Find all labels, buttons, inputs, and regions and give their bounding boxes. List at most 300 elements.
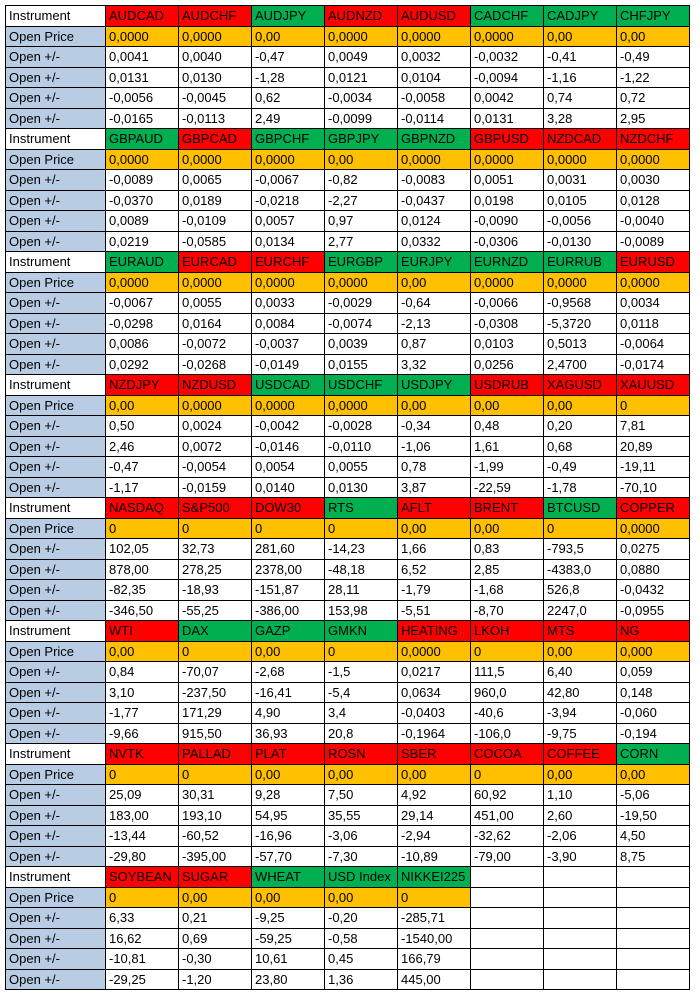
change-cell: -0,0218 — [252, 190, 325, 211]
change-cell: 0,48 — [471, 416, 544, 437]
change-cell: 193,10 — [179, 805, 252, 826]
instrument-table — [5, 5, 690, 990]
change-label: Open +/- — [6, 826, 106, 847]
change-row — [6, 354, 690, 375]
change-cell: -386,00 — [252, 600, 325, 621]
instrument-name-cell: AUDCHF — [179, 6, 252, 27]
change-cell: -70,07 — [179, 662, 252, 683]
change-cell: -0,0037 — [252, 334, 325, 355]
change-cell: 0,0084 — [252, 313, 325, 334]
change-cell: -14,23 — [325, 539, 398, 560]
change-cell: 1,36 — [325, 969, 398, 990]
instrument-name-cell: WTI — [106, 621, 179, 642]
instrument-name-cell: BTCUSD — [544, 498, 617, 519]
change-cell: 0,0217 — [398, 662, 471, 683]
instrument-name-cell: USDCAD — [252, 375, 325, 396]
change-label: Open +/- — [6, 969, 106, 990]
change-cell: 2,85 — [471, 559, 544, 580]
open-price-cell: 0,00 — [398, 518, 471, 539]
open-price-cell: 0,0000 — [617, 272, 690, 293]
change-row — [6, 211, 690, 232]
open-price-cell: 0,0000 — [106, 26, 179, 47]
open-price-cell: 0,00 — [106, 395, 179, 416]
change-cell: 0,0131 — [471, 108, 544, 129]
change-cell: -0,0054 — [179, 457, 252, 478]
change-cell: 0,0105 — [544, 190, 617, 211]
change-cell: 20,8 — [325, 723, 398, 744]
change-cell: 0,97 — [325, 211, 398, 232]
change-cell: 4,92 — [398, 785, 471, 806]
change-cell: -9,25 — [252, 908, 325, 929]
change-label: Open +/- — [6, 949, 106, 970]
change-cell: 2,77 — [325, 231, 398, 252]
change-cell: 526,8 — [544, 580, 617, 601]
instrument-name-cell: WHEAT — [252, 867, 325, 888]
empty-cell — [544, 908, 617, 929]
change-cell: -0,9568 — [544, 293, 617, 314]
change-cell: -0,0090 — [471, 211, 544, 232]
change-cell: -1,17 — [106, 477, 179, 498]
open-price-cell: 0,0000 — [252, 395, 325, 416]
change-cell: -0,0056 — [544, 211, 617, 232]
change-cell: 0,0034 — [617, 293, 690, 314]
change-cell: -0,0056 — [106, 88, 179, 109]
change-label: Open +/- — [6, 190, 106, 211]
change-cell: -0,47 — [106, 457, 179, 478]
open-price-cell: 0,0000 — [471, 149, 544, 170]
change-cell: -0,0042 — [252, 416, 325, 437]
open-price-cell: 0,00 — [544, 26, 617, 47]
empty-cell — [471, 969, 544, 990]
change-cell: 6,40 — [544, 662, 617, 683]
change-cell: -395,00 — [179, 846, 252, 867]
instrument-header-row — [6, 744, 690, 765]
change-cell: 451,00 — [471, 805, 544, 826]
instrument-label: Instrument — [6, 129, 106, 150]
change-cell: 0,0031 — [544, 170, 617, 191]
change-cell: 0,0198 — [471, 190, 544, 211]
instrument-name-cell: USDCHF — [325, 375, 398, 396]
change-cell: -1,77 — [106, 703, 179, 724]
change-cell: 0,0292 — [106, 354, 179, 375]
change-row — [6, 928, 690, 949]
change-row — [6, 170, 690, 191]
open-price-row — [6, 149, 690, 170]
open-price-cell: 0,00 — [398, 395, 471, 416]
instrument-name-cell: CADJPY — [544, 6, 617, 27]
change-cell: -0,0149 — [252, 354, 325, 375]
instrument-name-cell: USDJPY — [398, 375, 471, 396]
instrument-name-cell: EURAUD — [106, 252, 179, 273]
change-cell: -79,00 — [471, 846, 544, 867]
change-cell: -0,0159 — [179, 477, 252, 498]
change-cell: -0,194 — [617, 723, 690, 744]
change-label: Open +/- — [6, 928, 106, 949]
open-price-cell: 0,00 — [617, 764, 690, 785]
change-cell: 0,0057 — [252, 211, 325, 232]
change-cell: 171,29 — [179, 703, 252, 724]
instrument-name-cell: HEATING — [398, 621, 471, 642]
change-cell: 0,0040 — [179, 47, 252, 68]
change-label: Open +/- — [6, 211, 106, 232]
change-cell: -0,0174 — [617, 354, 690, 375]
change-cell: 0,0104 — [398, 67, 471, 88]
open-price-cell: 0,0000 — [325, 395, 398, 416]
change-cell: -0,0099 — [325, 108, 398, 129]
change-cell: -0,0066 — [471, 293, 544, 314]
change-cell: -0,0034 — [325, 88, 398, 109]
change-cell: 102,05 — [106, 539, 179, 560]
change-label: Open +/- — [6, 108, 106, 129]
change-cell: 2,49 — [252, 108, 325, 129]
empty-cell — [471, 908, 544, 929]
change-cell: 0,0275 — [617, 539, 690, 560]
open-price-row — [6, 272, 690, 293]
instrument-header-row — [6, 252, 690, 273]
change-cell: 915,50 — [179, 723, 252, 744]
instrument-name-cell: CADCHF — [471, 6, 544, 27]
change-label: Open +/- — [6, 600, 106, 621]
change-row — [6, 190, 690, 211]
change-cell: 29,14 — [398, 805, 471, 826]
change-cell: 0,0086 — [106, 334, 179, 355]
open-price-cell: 0,0000 — [252, 149, 325, 170]
change-cell: 281,60 — [252, 539, 325, 560]
instrument-label: Instrument — [6, 867, 106, 888]
change-cell: -10,81 — [106, 949, 179, 970]
open-price-cell: 0,0000 — [179, 395, 252, 416]
change-cell: -16,41 — [252, 682, 325, 703]
empty-cell — [471, 887, 544, 908]
change-cell: 0,83 — [471, 539, 544, 560]
open-price-cell: 0,0000 — [325, 272, 398, 293]
change-label: Open +/- — [6, 313, 106, 334]
change-cell: 0,69 — [179, 928, 252, 949]
open-price-cell: 0,00 — [325, 887, 398, 908]
change-cell: -0,0067 — [106, 293, 179, 314]
instrument-name-cell: NZDCAD — [544, 129, 617, 150]
change-cell: -48,18 — [325, 559, 398, 580]
open-price-cell: 0,0000 — [544, 149, 617, 170]
instrument-header-row — [6, 129, 690, 150]
instrument-name-cell: ROSN — [325, 744, 398, 765]
instrument-name-cell: GBPNZD — [398, 129, 471, 150]
spreadsheet — [5, 5, 690, 990]
change-cell: 0,0039 — [325, 334, 398, 355]
change-cell: 0,0042 — [471, 88, 544, 109]
change-cell: 23,80 — [252, 969, 325, 990]
change-row — [6, 723, 690, 744]
change-cell: -57,70 — [252, 846, 325, 867]
change-cell: -2,68 — [252, 662, 325, 683]
change-cell: -151,87 — [252, 580, 325, 601]
open-price-cell: 0,0000 — [471, 26, 544, 47]
change-cell: 20,89 — [617, 436, 690, 457]
change-cell: 0,148 — [617, 682, 690, 703]
empty-cell — [617, 908, 690, 929]
instrument-name-cell: BRENT — [471, 498, 544, 519]
instrument-name-cell: AUDNZD — [325, 6, 398, 27]
change-cell: -0,0437 — [398, 190, 471, 211]
instrument-name-cell: AFLT — [398, 498, 471, 519]
open-price-cell: 0,0000 — [179, 272, 252, 293]
change-cell: -22,59 — [471, 477, 544, 498]
change-cell: -8,70 — [471, 600, 544, 621]
open-price-cell: 0,0000 — [544, 272, 617, 293]
change-cell: 30,31 — [179, 785, 252, 806]
instrument-header-row — [6, 375, 690, 396]
instrument-label: Instrument — [6, 744, 106, 765]
change-cell: -1,22 — [617, 67, 690, 88]
change-row — [6, 600, 690, 621]
change-cell: -1,68 — [471, 580, 544, 601]
change-label: Open +/- — [6, 67, 106, 88]
instrument-name-cell: GBPAUD — [106, 129, 179, 150]
change-label: Open +/- — [6, 170, 106, 191]
empty-cell — [544, 928, 617, 949]
change-cell: 0,0054 — [252, 457, 325, 478]
change-cell: -82,35 — [106, 580, 179, 601]
change-cell: 0,0121 — [325, 67, 398, 88]
empty-cell — [544, 949, 617, 970]
change-cell: 0,0055 — [325, 457, 398, 478]
change-cell: 10,61 — [252, 949, 325, 970]
change-cell: -5,06 — [617, 785, 690, 806]
open-price-label: Open Price — [6, 149, 106, 170]
change-row — [6, 67, 690, 88]
instrument-name-cell: PLAT — [252, 744, 325, 765]
change-cell: 32,73 — [179, 539, 252, 560]
change-label: Open +/- — [6, 785, 106, 806]
instrument-name-cell: SBER — [398, 744, 471, 765]
change-cell: 3,10 — [106, 682, 179, 703]
change-cell: -19,11 — [617, 457, 690, 478]
change-cell: 1,10 — [544, 785, 617, 806]
change-cell: 0,0131 — [106, 67, 179, 88]
open-price-cell: 0,0000 — [252, 272, 325, 293]
instrument-name-cell: NZDCHF — [617, 129, 690, 150]
change-cell: 0,0049 — [325, 47, 398, 68]
change-cell: 0,0128 — [617, 190, 690, 211]
change-cell: -0,49 — [617, 47, 690, 68]
change-cell: 878,00 — [106, 559, 179, 580]
instrument-name-cell: COPPER — [617, 498, 690, 519]
instrument-name-cell: LKOH — [471, 621, 544, 642]
change-cell: -0,82 — [325, 170, 398, 191]
change-cell: 2,46 — [106, 436, 179, 457]
open-price-cell: 0,00 — [252, 641, 325, 662]
change-cell: 0,74 — [544, 88, 617, 109]
instrument-name-cell: AUDUSD — [398, 6, 471, 27]
change-cell: -2,94 — [398, 826, 471, 847]
change-cell: 111,5 — [471, 662, 544, 683]
change-cell: -18,93 — [179, 580, 252, 601]
change-cell: 0,0072 — [179, 436, 252, 457]
change-row — [6, 313, 690, 334]
open-price-cell: 0,00 — [471, 395, 544, 416]
change-cell: 0,0140 — [252, 477, 325, 498]
instrument-name-cell: PALLAD — [179, 744, 252, 765]
change-row — [6, 559, 690, 580]
change-cell: -1,99 — [471, 457, 544, 478]
change-cell: -9,75 — [544, 723, 617, 744]
open-price-cell: 0,00 — [471, 518, 544, 539]
change-cell: -0,49 — [544, 457, 617, 478]
instrument-label: Instrument — [6, 621, 106, 642]
instrument-name-cell: COFFEE — [544, 744, 617, 765]
change-cell: 153,98 — [325, 600, 398, 621]
change-cell: -793,5 — [544, 539, 617, 560]
instrument-name-cell: DAX — [179, 621, 252, 642]
change-cell: 0,0032 — [398, 47, 471, 68]
change-row — [6, 826, 690, 847]
instrument-label: Instrument — [6, 6, 106, 27]
change-row — [6, 805, 690, 826]
change-cell: -3,90 — [544, 846, 617, 867]
change-cell: -0,64 — [398, 293, 471, 314]
instrument-name-cell: XAGUSD — [544, 375, 617, 396]
open-price-cell: 0,0000 — [179, 26, 252, 47]
instrument-name-cell: NZDJPY — [106, 375, 179, 396]
instrument-name-cell: AUDCAD — [106, 6, 179, 27]
change-cell: 0,0051 — [471, 170, 544, 191]
instrument-name-cell: EURCAD — [179, 252, 252, 273]
change-cell: -5,4 — [325, 682, 398, 703]
change-cell: -2,27 — [325, 190, 398, 211]
empty-cell — [617, 887, 690, 908]
open-price-label: Open Price — [6, 26, 106, 47]
change-cell: -0,30 — [179, 949, 252, 970]
open-price-cell: 0 — [471, 764, 544, 785]
change-label: Open +/- — [6, 231, 106, 252]
instrument-header-row — [6, 621, 690, 642]
change-cell: -0,0165 — [106, 108, 179, 129]
change-cell: 0,50 — [106, 416, 179, 437]
change-cell: -2,06 — [544, 826, 617, 847]
change-cell: 0,0164 — [179, 313, 252, 334]
change-label: Open +/- — [6, 88, 106, 109]
change-cell: 0,0256 — [471, 354, 544, 375]
open-price-cell: 0 — [471, 641, 544, 662]
open-price-cell: 0,00 — [544, 764, 617, 785]
change-row — [6, 969, 690, 990]
open-price-cell: 0,0000 — [179, 149, 252, 170]
change-cell: 2,95 — [617, 108, 690, 129]
change-cell: 4,50 — [617, 826, 690, 847]
change-cell: 0,0030 — [617, 170, 690, 191]
instrument-name-cell: NASDAQ — [106, 498, 179, 519]
change-row — [6, 231, 690, 252]
empty-cell — [617, 949, 690, 970]
change-cell: -1,28 — [252, 67, 325, 88]
change-cell: 0,78 — [398, 457, 471, 478]
instrument-header-row — [6, 867, 690, 888]
change-row — [6, 682, 690, 703]
open-price-label: Open Price — [6, 395, 106, 416]
instrument-header-row — [6, 6, 690, 27]
open-price-cell: 0 — [106, 887, 179, 908]
open-price-cell: 0,00 — [252, 26, 325, 47]
instrument-name-cell: GMKN — [325, 621, 398, 642]
change-cell: 7,50 — [325, 785, 398, 806]
change-label: Open +/- — [6, 682, 106, 703]
change-label: Open +/- — [6, 47, 106, 68]
change-cell: -0,0370 — [106, 190, 179, 211]
instrument-name-cell: CORN — [617, 744, 690, 765]
open-price-label: Open Price — [6, 641, 106, 662]
change-cell: -3,94 — [544, 703, 617, 724]
change-cell: -0,0403 — [398, 703, 471, 724]
change-cell: -40,6 — [471, 703, 544, 724]
change-cell: -9,66 — [106, 723, 179, 744]
open-price-cell: 0,00 — [398, 764, 471, 785]
change-cell: -0,0130 — [544, 231, 617, 252]
change-label: Open +/- — [6, 723, 106, 744]
empty-cell — [544, 887, 617, 908]
change-cell: -16,96 — [252, 826, 325, 847]
open-price-cell: 0 — [179, 764, 252, 785]
open-price-label: Open Price — [6, 272, 106, 293]
open-price-cell: 0,00 — [544, 641, 617, 662]
open-price-cell: 0,00 — [544, 395, 617, 416]
change-cell: -1,78 — [544, 477, 617, 498]
change-cell: 6,52 — [398, 559, 471, 580]
change-cell: -0,0146 — [252, 436, 325, 457]
instrument-name-cell: AUDJPY — [252, 6, 325, 27]
change-cell: 0,0219 — [106, 231, 179, 252]
change-cell: -0,0298 — [106, 313, 179, 334]
change-cell: 0,0634 — [398, 682, 471, 703]
change-cell: -0,0067 — [252, 170, 325, 191]
change-cell: -1,5 — [325, 662, 398, 683]
open-price-cell: 0,00 — [325, 149, 398, 170]
change-cell: -5,3720 — [544, 313, 617, 334]
open-price-label: Open Price — [6, 887, 106, 908]
change-cell: 0,72 — [617, 88, 690, 109]
instrument-name-cell: S&P500 — [179, 498, 252, 519]
instrument-name-cell: NIKKEI225 — [398, 867, 471, 888]
change-cell: -0,0032 — [471, 47, 544, 68]
change-cell: -10,89 — [398, 846, 471, 867]
change-cell: -2,13 — [398, 313, 471, 334]
change-label: Open +/- — [6, 805, 106, 826]
change-cell: -0,0045 — [179, 88, 252, 109]
change-row — [6, 703, 690, 724]
change-cell: -0,0114 — [398, 108, 471, 129]
empty-cell — [544, 867, 617, 888]
change-cell: 3,4 — [325, 703, 398, 724]
open-price-cell: 0 — [252, 518, 325, 539]
change-cell: 0,0055 — [179, 293, 252, 314]
change-cell: -4383,0 — [544, 559, 617, 580]
change-cell: 3,28 — [544, 108, 617, 129]
open-price-cell: 0,00 — [106, 641, 179, 662]
instrument-label: Instrument — [6, 498, 106, 519]
change-cell: -106,0 — [471, 723, 544, 744]
change-cell: 0,0124 — [398, 211, 471, 232]
change-cell: 0,0065 — [179, 170, 252, 191]
change-cell: 42,80 — [544, 682, 617, 703]
change-cell: -0,0308 — [471, 313, 544, 334]
instrument-name-cell: USDRUB — [471, 375, 544, 396]
open-price-cell: 0,0000 — [471, 272, 544, 293]
change-cell: -0,20 — [325, 908, 398, 929]
open-price-row — [6, 764, 690, 785]
change-label: Open +/- — [6, 416, 106, 437]
change-cell: 0,0118 — [617, 313, 690, 334]
change-label: Open +/- — [6, 539, 106, 560]
change-cell: 0,5013 — [544, 334, 617, 355]
